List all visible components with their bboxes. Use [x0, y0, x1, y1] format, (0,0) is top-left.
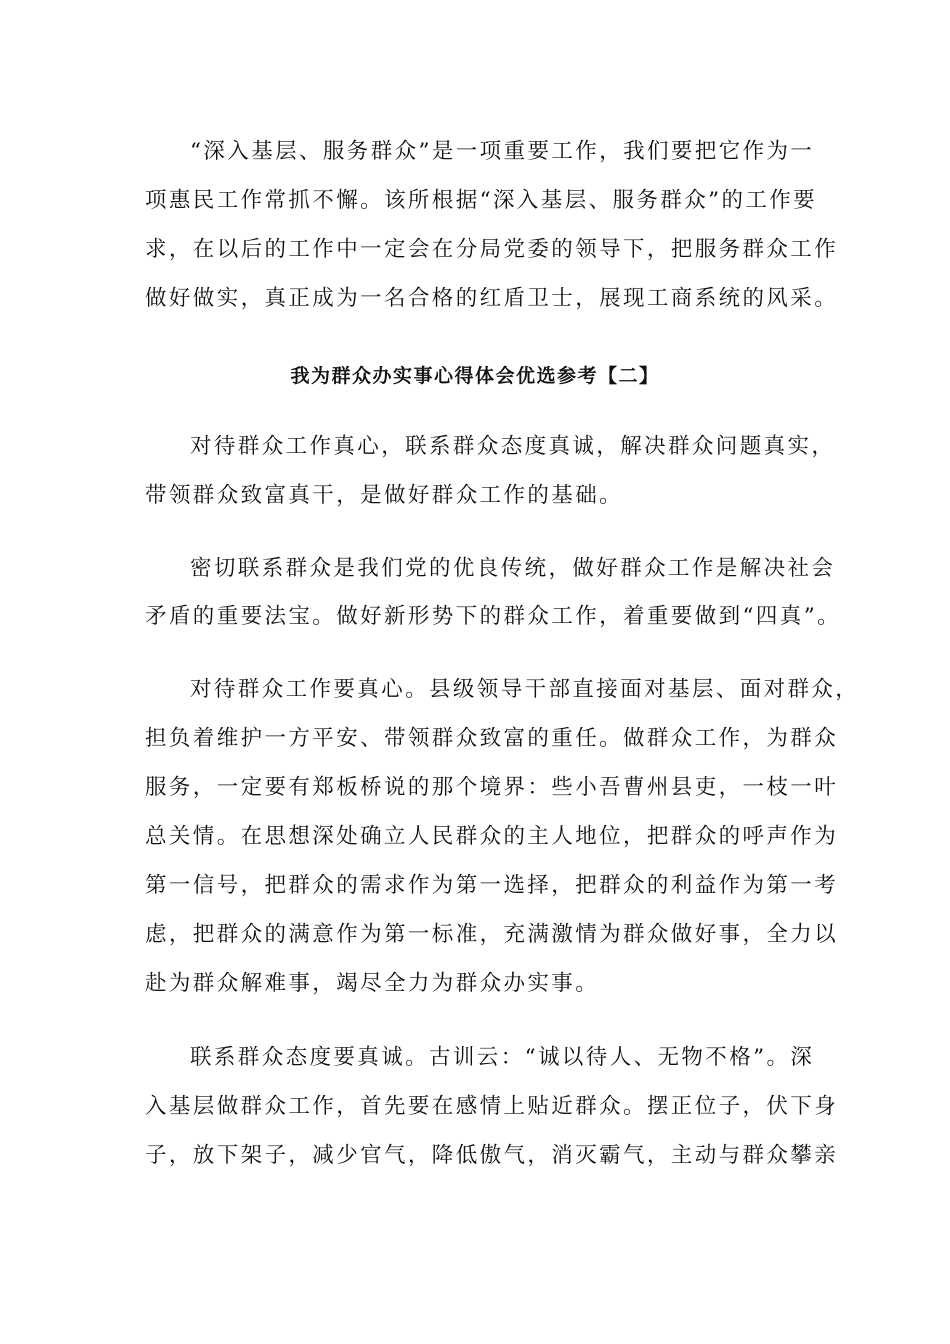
paragraph-line: 对待群众工作真心，联系群众态度真诚，解决群众问题真实，: [190, 434, 836, 459]
paragraph-line: 矛盾的重要法宝。做好新形势下的群众工作，着重要做到“四真”。: [145, 604, 841, 629]
paragraph-line: 虑，把群众的满意作为第一标准，充满激情为群众做好事，全力以: [145, 922, 839, 947]
paragraph-line: 赴为群众解难事，竭尽全力为群众办实事。: [145, 971, 600, 996]
paragraph-line: 密切联系群众是我们党的优良传统，做好群众工作是解决社会: [190, 556, 836, 581]
paragraph-line: “深入基层、服务群众”是一项重要工作，我们要把它作为一: [190, 139, 815, 164]
paragraph-line: 子，放下架子，减少官气，降低傲气，消灭霸气，主动与群众攀亲: [145, 1143, 839, 1168]
paragraph-line: 带领群众致富真干，是做好群众工作的基础。: [145, 483, 624, 508]
paragraph-line: 求，在以后的工作中一定会在分局党委的领导下，把服务群众工作: [145, 237, 839, 262]
paragraph-line: 担负着维护一方平安、带领群众致富的重任。做群众工作，为群众: [145, 726, 839, 751]
paragraph-line: 项惠民工作常抓不懈。该所根据“深入基层、服务群众”的工作要: [145, 188, 818, 213]
paragraph-line: 对待群众工作要真心。县级领导干部直接面对基层、面对群众，: [190, 677, 860, 702]
section-title: 我为群众办实事心得体会优选参考【二】: [290, 365, 660, 387]
paragraph-line: 入基层做群众工作，首先要在感情上贴近群众。摆正位子，伏下身: [145, 1094, 839, 1119]
paragraph-line: 做好做实，真正成为一名合格的红盾卫士，展现工商系统的风采。: [145, 286, 839, 311]
paragraph-line: 服务，一定要有郑板桥说的那个境界：些小吾曹州县吏，一枝一叶: [145, 775, 839, 800]
paragraph-line: 联系群众态度要真诚。古训云：“诚以待人、无物不格”。深: [190, 1045, 815, 1070]
paragraph-line: 总关情。在思想深处确立人民群众的主人地位，把群众的呼声作为: [145, 824, 839, 849]
paragraph-line: 第一信号，把群众的需求作为第一选择，把群众的利益作为第一考: [145, 873, 839, 898]
